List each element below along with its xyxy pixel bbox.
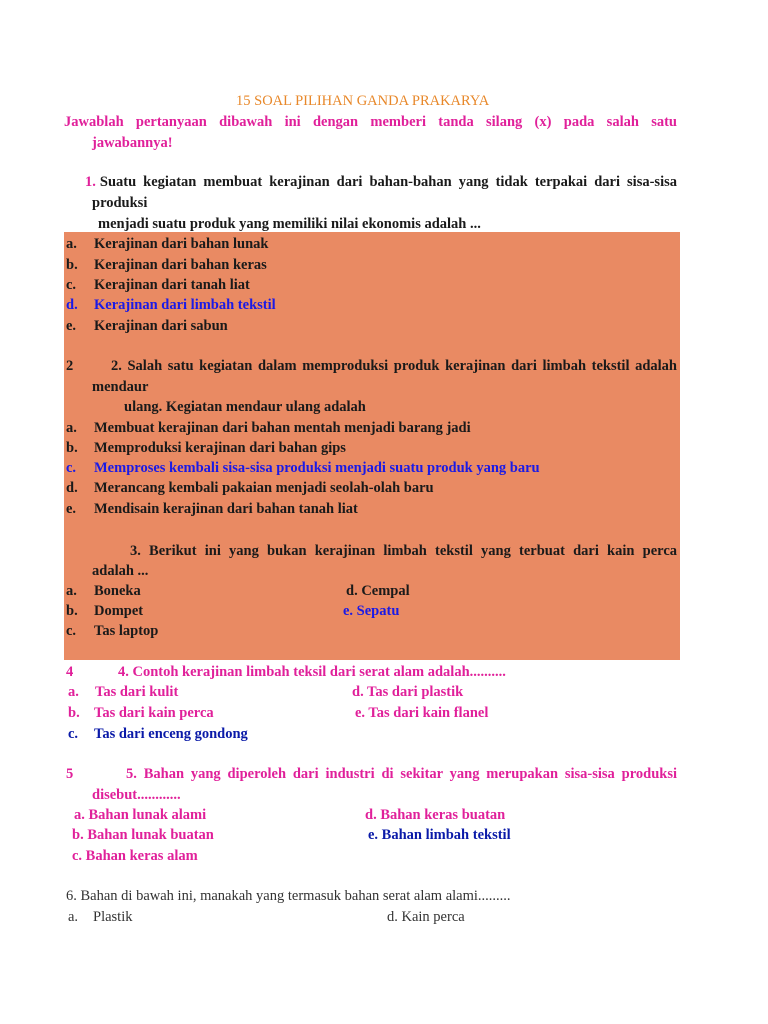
q5-option-e[interactable]: e. Bahan limbah tekstil <box>368 827 511 843</box>
question-5-text: . Bahan yang diperoleh dari industri di sekitar yang merupakan sisa-sisa produksi <box>133 766 677 782</box>
q3-option-e[interactable]: e. Sepatu <box>343 603 400 619</box>
q3-option-c[interactable]: c. Tas laptop <box>66 623 159 639</box>
question-1-number: 1. <box>85 174 96 190</box>
q2-option-e[interactable]: e. Mendisain kerajinan dari bahan tanah liat <box>66 501 358 517</box>
q2-option-a[interactable]: a. Membuat kerajinan dari bahan mentah menjadi barang jadi <box>66 420 471 436</box>
question-2-index: 2 <box>66 358 74 374</box>
q1-option-c[interactable]: c. Kerajinan dari tanah liat <box>66 277 250 293</box>
q2-option-d[interactable]: d. Merancang kembali pakaian menjadi seolah-olah baru <box>66 480 434 496</box>
q2-option-b[interactable]: b. Memproduksi kerajinan dari bahan gips <box>66 440 346 456</box>
question-1-line-3: menjadi suatu produk yang memiliki nilai ekonomis adalah ... <box>98 216 481 232</box>
q4-option-d[interactable]: d. Tas dari plastik <box>352 684 464 700</box>
instruction-line-1: Jawablah pertanyaan dibawah ini dengan memberi tanda silang (x) pada salah satu <box>64 114 677 130</box>
question-4-index: 4 <box>66 664 74 680</box>
q5-option-d[interactable]: d. Bahan keras buatan <box>365 807 506 823</box>
question-2-line-1: 2. Salah satu kegiatan dalam memproduksi produk kerajinan dari limbah tekstil adalah <box>111 358 677 374</box>
q5-option-a[interactable]: a. Bahan lunak alami <box>74 807 207 823</box>
q3-option-d[interactable]: d. Cempal <box>346 583 410 599</box>
page-title: 15 SOAL PILIHAN GANDA PRAKARYA <box>236 93 490 109</box>
q6-option-d[interactable]: d. Kain perca <box>387 909 465 925</box>
question-2-line-3: ulang. Kegiatan mendaur ulang adalah <box>124 399 366 415</box>
question-6-line-1: 6. Bahan di bawah ini, manakah yang termasuk bahan serat alam alami......... <box>66 888 511 904</box>
question-1-line-1 <box>85 174 677 191</box>
q3-option-a[interactable]: a. Boneka <box>66 583 141 599</box>
q1-option-d[interactable]: d. Kerajinan dari limbah tekstil <box>66 297 276 313</box>
instruction-line-2: jawabannya! <box>92 135 173 151</box>
question-2-line-2: mendaur <box>92 379 149 395</box>
q1-option-e[interactable]: e. Kerajinan dari sabun <box>66 318 228 334</box>
q6-option-a[interactable]: a. Plastik <box>68 909 133 925</box>
q4-option-b[interactable]: b. Tas dari kain perca <box>68 705 214 721</box>
q5-option-c[interactable]: c. Bahan keras alam <box>72 848 198 864</box>
question-5-line-2: disebut............ <box>92 787 181 803</box>
q3-option-b[interactable]: b. Dompet <box>66 603 144 619</box>
q2-option-c[interactable]: c. Memproses kembali sisa-sisa produksi menjadi suatu produk yang baru <box>66 460 540 476</box>
q4-option-a[interactable]: a. Tas dari kulit <box>68 684 179 700</box>
q4-option-e[interactable]: e. Tas dari kain flanel <box>355 705 489 721</box>
q4-option-c[interactable]: c. Tas dari enceng gondong <box>68 726 248 742</box>
question-1-line-2: produksi <box>92 195 148 211</box>
question-3-line-2: adalah ... <box>92 563 149 579</box>
question-1-text: Suatu kegiatan membuat kerajinan dari bahan-bahan yang tidak terpakai dari sisa-sisa <box>99 174 677 190</box>
question-5-index: 5 <box>66 766 74 782</box>
question-3-line-1: 3. Berikut ini yang bukan kerajinan limbah tekstil yang terbuat dari kain perca <box>130 543 677 559</box>
question-5-line-1 <box>126 766 677 783</box>
q5-option-b[interactable]: b. Bahan lunak buatan <box>72 827 214 843</box>
question-5-number: 5 <box>126 766 134 782</box>
q1-option-b[interactable]: b. Kerajinan dari bahan keras <box>66 257 267 273</box>
question-4-line-1: 4. Contoh kerajinan limbah teksil dari serat alam adalah.......... <box>118 664 506 680</box>
q1-option-a[interactable]: a. Kerajinan dari bahan lunak <box>66 236 269 252</box>
